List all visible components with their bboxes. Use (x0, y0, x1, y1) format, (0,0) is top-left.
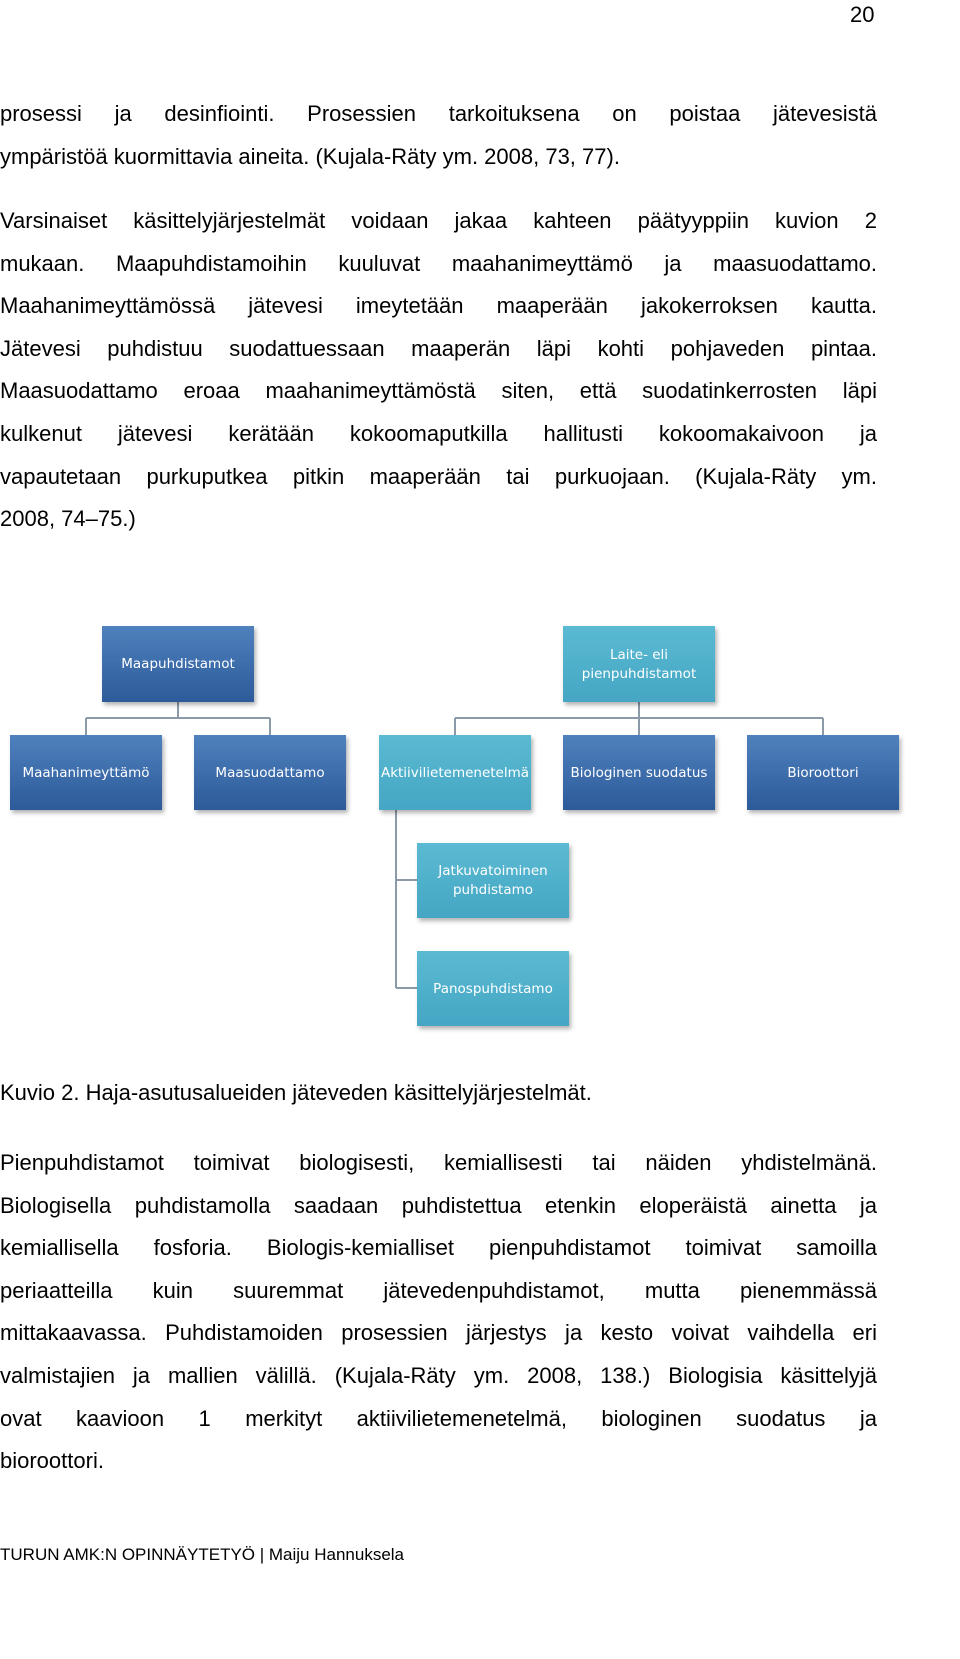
treatment-systems-diagram (0, 600, 960, 1040)
text-line: kulkenut jätevesi kerätään kokoomaputkilla hallitusti kokoomakaivoon ja (0, 420, 877, 446)
text-line: Maasuodattamo eroaa maahanimeyttämöstä siten, että suodatinkerrosten läpi (0, 378, 877, 404)
box-label: Jatkuvatoiminen (438, 863, 548, 879)
text-line: mukaan. Maapuhdistamoihin kuuluvat maahanimeyttämö ja maasuodattamo. (0, 250, 877, 276)
text-line: Pienpuhdistamot toimivat biologisesti, kemiallisesti tai näiden yhdistelmänä. (0, 1150, 877, 1175)
text-line: Maahanimeyttämössä jätevesi imeytetään maaperään jakokerroksen kautta. (0, 293, 877, 319)
connector-maapuhdistamot (86, 702, 270, 735)
box-panospuhdistamo (417, 951, 569, 1026)
text-line: 2008, 74–75.) (0, 506, 136, 532)
paragraph-1 (0, 93, 877, 178)
text-line: ympäristöä kuormittavia aineita. (Kujala-Räty ym. 2008, 73, 77). (0, 143, 620, 169)
connector-laite (455, 702, 823, 735)
paragraph-3 (0, 1142, 877, 1483)
text-line: prosessi ja desinfiointi. Prosessien tarkoituksena on poistaa jätevesistä (0, 101, 877, 126)
box-jatkuvatoiminen-puhdistamo (417, 843, 569, 918)
box-aktiivilietemenetelma (379, 735, 531, 810)
text-line: bioroottori. (0, 1448, 104, 1474)
text-line: vapautetaan purkuputkea pitkin maaperään tai purkuojaan. (Kujala-Räty ym. (0, 463, 877, 489)
box-label: Biologinen suodatus (570, 765, 708, 781)
box-label: Maasuodattamo (215, 765, 325, 781)
footer: TURUN AMK:N OPINNÄYTETYÖ | Maiju Hannuksela (0, 1545, 405, 1564)
box-label: Bioroottori (787, 765, 859, 781)
text-line: periaatteilla kuin suuremmat jätevedenpuhdistamot, mutta pienemmässä (0, 1277, 877, 1303)
text-line: mittakaavassa. Puhdistamoiden prosessien järjestys ja kesto voivat vaihdella eri (0, 1320, 877, 1346)
text-line: Biologisella puhdistamolla saadaan puhdistettua etenkin eloperäistä ainetta ja (0, 1192, 877, 1218)
box-label: Aktiivilietemenetelmä (380, 765, 530, 781)
box-label: Panospuhdistamo (433, 981, 553, 997)
text-line: Varsinaiset käsittelyjärjestelmät voidaan jakaa kahteen päätyyppiin kuvion 2 (0, 208, 877, 233)
text-line: Jätevesi puhdistuu suodattuessaan maaperän läpi kohti pohjaveden pintaa. (0, 335, 877, 361)
box-label: Laite- eli (609, 647, 669, 663)
box-bioroottori (747, 735, 899, 810)
paragraph-2 (0, 200, 877, 541)
box-label: puhdistamo (452, 882, 534, 898)
box-maahanimeyttamo (10, 735, 162, 810)
text-line: ovat kaavioon 1 merkityt aktiivilietemenetelmä, biologinen suodatus ja (0, 1405, 877, 1431)
box-label: pienpuhdistamot (581, 666, 697, 682)
page-number: 20 (850, 2, 875, 27)
text-line: valmistajien ja mallien välillä. (Kujala-Räty ym. 2008, 138.) Biologisia käsittelyjä (0, 1362, 877, 1388)
box-maasuodattamo (194, 735, 346, 810)
box-biologinen-suodatus (563, 735, 715, 810)
box-label: Maapuhdistamot (121, 656, 235, 672)
box-maapuhdistamot (102, 626, 254, 702)
box-laite-pienpuhdistamot (563, 626, 715, 702)
box-label: Maahanimeyttämö (22, 765, 150, 781)
connector-aktiiviliete (396, 810, 417, 988)
figure-caption: Kuvio 2. Haja-asutusalueiden jäteveden käsittelyjärjestelmät. (0, 1080, 592, 1105)
text-line: kemiallisella fosforia. Biologis-kemialliset pienpuhdistamot toimivat samoilla (0, 1235, 877, 1261)
